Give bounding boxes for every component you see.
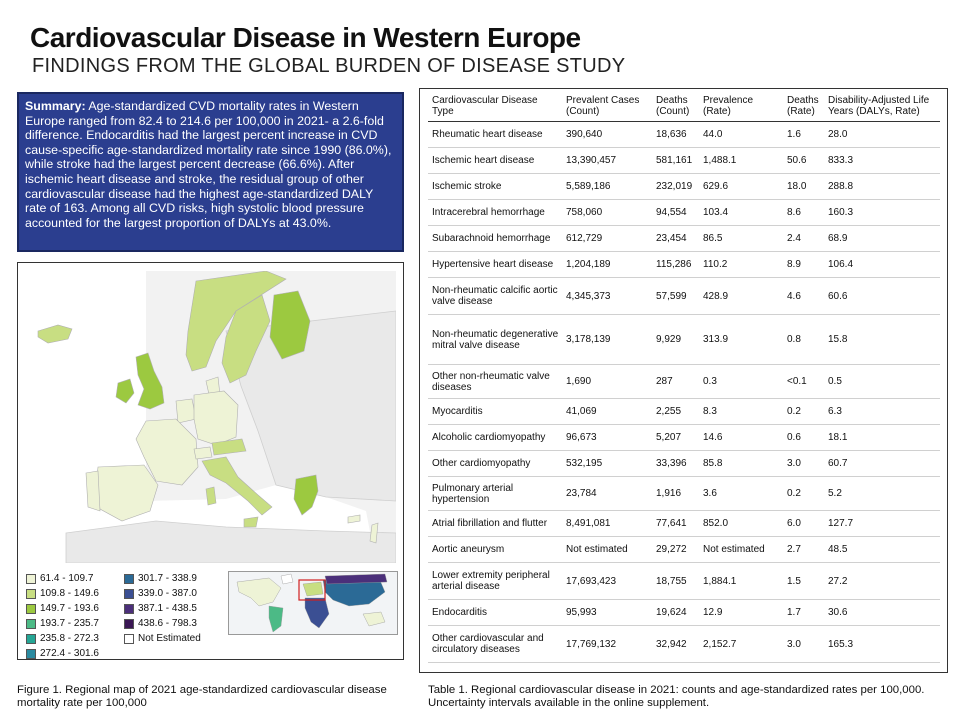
legend-label: 339.0 - 387.0 xyxy=(138,588,197,599)
cell-dalys-rate: 288.8 xyxy=(824,174,940,200)
cell-disease: Alcoholic cardiomyopathy xyxy=(428,425,562,451)
cell-deaths-count: 2,255 xyxy=(652,399,699,425)
cell-prevalence-rate: 3.6 xyxy=(699,477,783,511)
header-deaths-count: Deaths (Count) xyxy=(652,95,699,122)
legend-swatch xyxy=(124,634,134,644)
legend-label: 193.7 - 235.7 xyxy=(40,618,99,629)
cell-prevalence-rate: 44.0 xyxy=(699,122,783,148)
cell-dalys-rate: 0.5 xyxy=(824,365,940,399)
inset-north-america xyxy=(237,578,281,606)
cell-prevalence-rate: 428.9 xyxy=(699,278,783,315)
header-dalys-rate: Disability-Adjusted Life Years (DALYs, Rate) xyxy=(824,95,940,122)
table-row xyxy=(428,477,940,511)
legend-swatch xyxy=(26,574,36,584)
cell-deaths-count: 9,929 xyxy=(652,315,699,365)
cell-deaths-count: 32,942 xyxy=(652,626,699,663)
map-switzerland xyxy=(194,447,212,459)
cell-deaths-count: 23,454 xyxy=(652,226,699,252)
legend-item xyxy=(26,588,99,599)
legend-item xyxy=(124,633,201,644)
summary-text: Age-standardized CVD mortality rates in Western Europe ranged from 82.4 to 214.6 per 100,000 in 2021- a 2.6-fold difference. Endocarditis had the largest percent increase in CVD cause-specific age-standardized mortality rate since 1990 (86.0%), while stroke had the largest percent decrease (66.6%). After ischemic heart disease and stroke, the residual group of other cardiovascular disease had the highest age-standardized DALY rate of 163. Among all CVD risks, high systolic blood pressure accounted for the largest proportion of DALYs at 43.0%. xyxy=(25,99,392,230)
cell-deaths-count: 5,207 xyxy=(652,425,699,451)
cell-deaths-count: 287 xyxy=(652,365,699,399)
cell-deaths-rate: 1.5 xyxy=(783,563,824,600)
cell-prevalence-rate: 14.6 xyxy=(699,425,783,451)
cell-deaths-rate: 1.7 xyxy=(783,600,824,626)
table-header-row xyxy=(428,95,940,122)
cell-disease: Lower extremity peripheral arterial disease xyxy=(428,563,562,600)
table-row xyxy=(428,451,940,477)
cell-deaths-count: 581,161 xyxy=(652,148,699,174)
map-germany xyxy=(194,391,238,445)
inset-greenland xyxy=(281,574,293,584)
inset-russia xyxy=(325,574,387,584)
cell-disease: Intracerebral hemorrhage xyxy=(428,200,562,226)
cell-prevalence-rate: 0.3 xyxy=(699,365,783,399)
legend-item xyxy=(26,618,99,629)
cell-dalys-rate: 18.1 xyxy=(824,425,940,451)
cell-deaths-rate: 8.6 xyxy=(783,200,824,226)
table-row xyxy=(428,600,940,626)
cell-prevalent-cases: 5,589,186 xyxy=(562,174,652,200)
inset-south-america xyxy=(269,606,283,632)
cell-prevalence-rate: 629.6 xyxy=(699,174,783,200)
cell-disease: Aortic aneurysm xyxy=(428,537,562,563)
cell-deaths-rate: 0.2 xyxy=(783,399,824,425)
inset-australia xyxy=(363,612,385,626)
figure-map-panel xyxy=(17,262,404,660)
cell-deaths-rate: 0.8 xyxy=(783,315,824,365)
cell-deaths-rate: 6.0 xyxy=(783,511,824,537)
cell-prevalent-cases: Not estimated xyxy=(562,537,652,563)
map-benelux xyxy=(176,399,196,423)
cell-disease: Rheumatic heart disease xyxy=(428,122,562,148)
cell-disease: Other cardiovascular and circulatory diseases xyxy=(428,626,562,663)
cell-prevalence-rate: 1,488.1 xyxy=(699,148,783,174)
cell-deaths-rate: 18.0 xyxy=(783,174,824,200)
map-portugal xyxy=(86,471,100,511)
legend-swatch xyxy=(124,574,134,584)
legend-item xyxy=(124,573,197,584)
cell-deaths-rate: 3.0 xyxy=(783,451,824,477)
legend-item xyxy=(124,588,197,599)
cell-dalys-rate: 6.3 xyxy=(824,399,940,425)
cell-dalys-rate: 30.6 xyxy=(824,600,940,626)
inset-europe xyxy=(303,582,323,596)
summary-label: Summary: xyxy=(25,99,86,113)
cell-prevalence-rate: 852.0 xyxy=(699,511,783,537)
table-row xyxy=(428,174,940,200)
legend-label: 149.7 - 193.6 xyxy=(40,603,99,614)
table-row xyxy=(428,563,940,600)
cell-deaths-count: 18,755 xyxy=(652,563,699,600)
cell-deaths-rate: 3.0 xyxy=(783,626,824,663)
cell-disease: Ischemic heart disease xyxy=(428,148,562,174)
legend-swatch xyxy=(124,619,134,629)
legend-swatch xyxy=(26,634,36,644)
cell-prevalent-cases: 532,195 xyxy=(562,451,652,477)
cell-prevalence-rate: 103.4 xyxy=(699,200,783,226)
table-row xyxy=(428,425,940,451)
header-deaths-rate: Deaths (Rate) xyxy=(783,95,824,122)
cell-prevalence-rate: 85.8 xyxy=(699,451,783,477)
table-row xyxy=(428,226,940,252)
cell-deaths-count: 33,396 xyxy=(652,451,699,477)
cell-prevalent-cases: 41,069 xyxy=(562,399,652,425)
cell-prevalent-cases: 96,673 xyxy=(562,425,652,451)
cell-prevalent-cases: 23,784 xyxy=(562,477,652,511)
legend-item xyxy=(26,573,93,584)
table-row xyxy=(428,537,940,563)
cell-prevalence-rate: 110.2 xyxy=(699,252,783,278)
table-caption: Table 1. Regional cardiovascular disease in 2021: counts and age-standardized rates per 100,000. Uncertainty intervals available in the online supplement. xyxy=(428,684,925,709)
cell-disease: Non-rheumatic degenerative mitral valve disease xyxy=(428,315,562,365)
header-disease-type: Cardiovascular Disease Type xyxy=(428,95,562,122)
legend-label: 301.7 - 338.9 xyxy=(138,573,197,584)
world-inset-svg xyxy=(229,572,397,634)
cell-prevalent-cases: 4,345,373 xyxy=(562,278,652,315)
page-subtitle: FINDINGS FROM THE GLOBAL BURDEN OF DISEASE STUDY xyxy=(32,55,626,77)
cell-dalys-rate: 160.3 xyxy=(824,200,940,226)
cell-deaths-rate: 0.2 xyxy=(783,477,824,511)
cell-dalys-rate: 127.7 xyxy=(824,511,940,537)
cell-dalys-rate: 60.7 xyxy=(824,451,940,477)
cell-prevalent-cases: 758,060 xyxy=(562,200,652,226)
cell-deaths-count: 18,636 xyxy=(652,122,699,148)
legend-swatch xyxy=(124,604,134,614)
cell-prevalent-cases: 390,640 xyxy=(562,122,652,148)
map-ocean xyxy=(26,271,146,563)
cell-deaths-count: 29,272 xyxy=(652,537,699,563)
cell-disease: Ischemic stroke xyxy=(428,174,562,200)
cvd-table xyxy=(428,95,940,663)
map-sardinia xyxy=(206,487,216,505)
cell-deaths-count: 19,624 xyxy=(652,600,699,626)
cell-deaths-rate: 2.7 xyxy=(783,537,824,563)
table-panel xyxy=(419,88,948,673)
cell-deaths-count: 57,599 xyxy=(652,278,699,315)
cell-dalys-rate: 833.3 xyxy=(824,148,940,174)
cell-dalys-rate: 165.3 xyxy=(824,626,940,663)
cell-prevalent-cases: 17,769,132 xyxy=(562,626,652,663)
cell-disease: Other non-rheumatic valve diseases xyxy=(428,365,562,399)
cell-prevalent-cases: 3,178,139 xyxy=(562,315,652,365)
cell-deaths-count: 232,019 xyxy=(652,174,699,200)
cell-deaths-rate: 50.6 xyxy=(783,148,824,174)
legend-swatch xyxy=(26,604,36,614)
cell-dalys-rate: 60.6 xyxy=(824,278,940,315)
legend-swatch xyxy=(26,589,36,599)
cell-disease: Non-rheumatic calcific aortic valve disease xyxy=(428,278,562,315)
legend-swatch xyxy=(124,589,134,599)
cell-disease: Other cardiomyopathy xyxy=(428,451,562,477)
legend-item xyxy=(26,603,99,614)
cell-prevalence-rate: 1,884.1 xyxy=(699,563,783,600)
legend-item xyxy=(124,618,197,629)
cell-deaths-count: 77,641 xyxy=(652,511,699,537)
table-row xyxy=(428,252,940,278)
cell-prevalence-rate: Not estimated xyxy=(699,537,783,563)
legend-label: 438.6 - 798.3 xyxy=(138,618,197,629)
table-row xyxy=(428,122,940,148)
cell-prevalent-cases: 8,491,081 xyxy=(562,511,652,537)
cell-prevalent-cases: 1,690 xyxy=(562,365,652,399)
cell-dalys-rate: 27.2 xyxy=(824,563,940,600)
map-sicily xyxy=(244,517,258,527)
table-row xyxy=(428,626,940,663)
legend-item xyxy=(26,633,99,644)
cell-deaths-count: 94,554 xyxy=(652,200,699,226)
table-row xyxy=(428,278,940,315)
cell-dalys-rate: 28.0 xyxy=(824,122,940,148)
legend-label: 235.8 - 272.3 xyxy=(40,633,99,644)
cell-prevalence-rate: 2,152.7 xyxy=(699,626,783,663)
cell-deaths-rate: <0.1 xyxy=(783,365,824,399)
table-row xyxy=(428,315,940,365)
cell-prevalent-cases: 612,729 xyxy=(562,226,652,252)
legend-label: 61.4 - 109.7 xyxy=(40,573,94,584)
legend-label: 109.8 - 149.6 xyxy=(40,588,99,599)
table-row xyxy=(428,511,940,537)
inset-africa xyxy=(305,598,329,628)
cell-deaths-rate: 2.4 xyxy=(783,226,824,252)
table-row xyxy=(428,148,940,174)
cell-disease: Subarachnoid hemorrhage xyxy=(428,226,562,252)
cell-dalys-rate: 48.5 xyxy=(824,537,940,563)
cell-dalys-rate: 106.4 xyxy=(824,252,940,278)
legend-label: Not Estimated xyxy=(138,633,201,644)
legend-swatch xyxy=(26,619,36,629)
world-inset-map xyxy=(228,571,398,635)
cell-deaths-rate: 0.6 xyxy=(783,425,824,451)
europe-choropleth-map xyxy=(26,271,396,563)
cell-deaths-count: 115,286 xyxy=(652,252,699,278)
cell-prevalent-cases: 1,204,189 xyxy=(562,252,652,278)
header-prevalent-cases: Prevalent Cases (Count) xyxy=(562,95,652,122)
cell-deaths-count: 1,916 xyxy=(652,477,699,511)
cell-dalys-rate: 68.9 xyxy=(824,226,940,252)
cell-prevalence-rate: 313.9 xyxy=(699,315,783,365)
cell-disease: Atrial fibrillation and flutter xyxy=(428,511,562,537)
cell-deaths-rate: 1.6 xyxy=(783,122,824,148)
figure-caption: Figure 1. Regional map of 2021 age-standardized cardiovascular disease mortality rate per 100,000 xyxy=(17,684,387,709)
cell-prevalent-cases: 17,693,423 xyxy=(562,563,652,600)
cell-deaths-rate: 4.6 xyxy=(783,278,824,315)
table-row xyxy=(428,200,940,226)
cell-disease: Myocarditis xyxy=(428,399,562,425)
cell-prevalence-rate: 8.3 xyxy=(699,399,783,425)
legend-label: 272.4 - 301.6 xyxy=(40,648,99,659)
cell-prevalence-rate: 12.9 xyxy=(699,600,783,626)
cell-disease: Pulmonary arterial hypertension xyxy=(428,477,562,511)
cell-dalys-rate: 15.8 xyxy=(824,315,940,365)
cell-disease: Endocarditis xyxy=(428,600,562,626)
cell-deaths-rate: 8.9 xyxy=(783,252,824,278)
table-row xyxy=(428,365,940,399)
summary-box xyxy=(17,92,404,252)
cell-dalys-rate: 5.2 xyxy=(824,477,940,511)
legend-swatch xyxy=(26,649,36,659)
header-prevalence-rate: Prevalence (Rate) xyxy=(699,95,783,122)
legend-item xyxy=(26,648,99,659)
cell-prevalent-cases: 95,993 xyxy=(562,600,652,626)
legend-item xyxy=(124,603,197,614)
legend-label: 387.1 - 438.5 xyxy=(138,603,197,614)
page-title: Cardiovascular Disease in Western Europe xyxy=(30,22,581,53)
cell-prevalence-rate: 86.5 xyxy=(699,226,783,252)
cell-disease: Hypertensive heart disease xyxy=(428,252,562,278)
table-row xyxy=(428,399,940,425)
cell-prevalent-cases: 13,390,457 xyxy=(562,148,652,174)
